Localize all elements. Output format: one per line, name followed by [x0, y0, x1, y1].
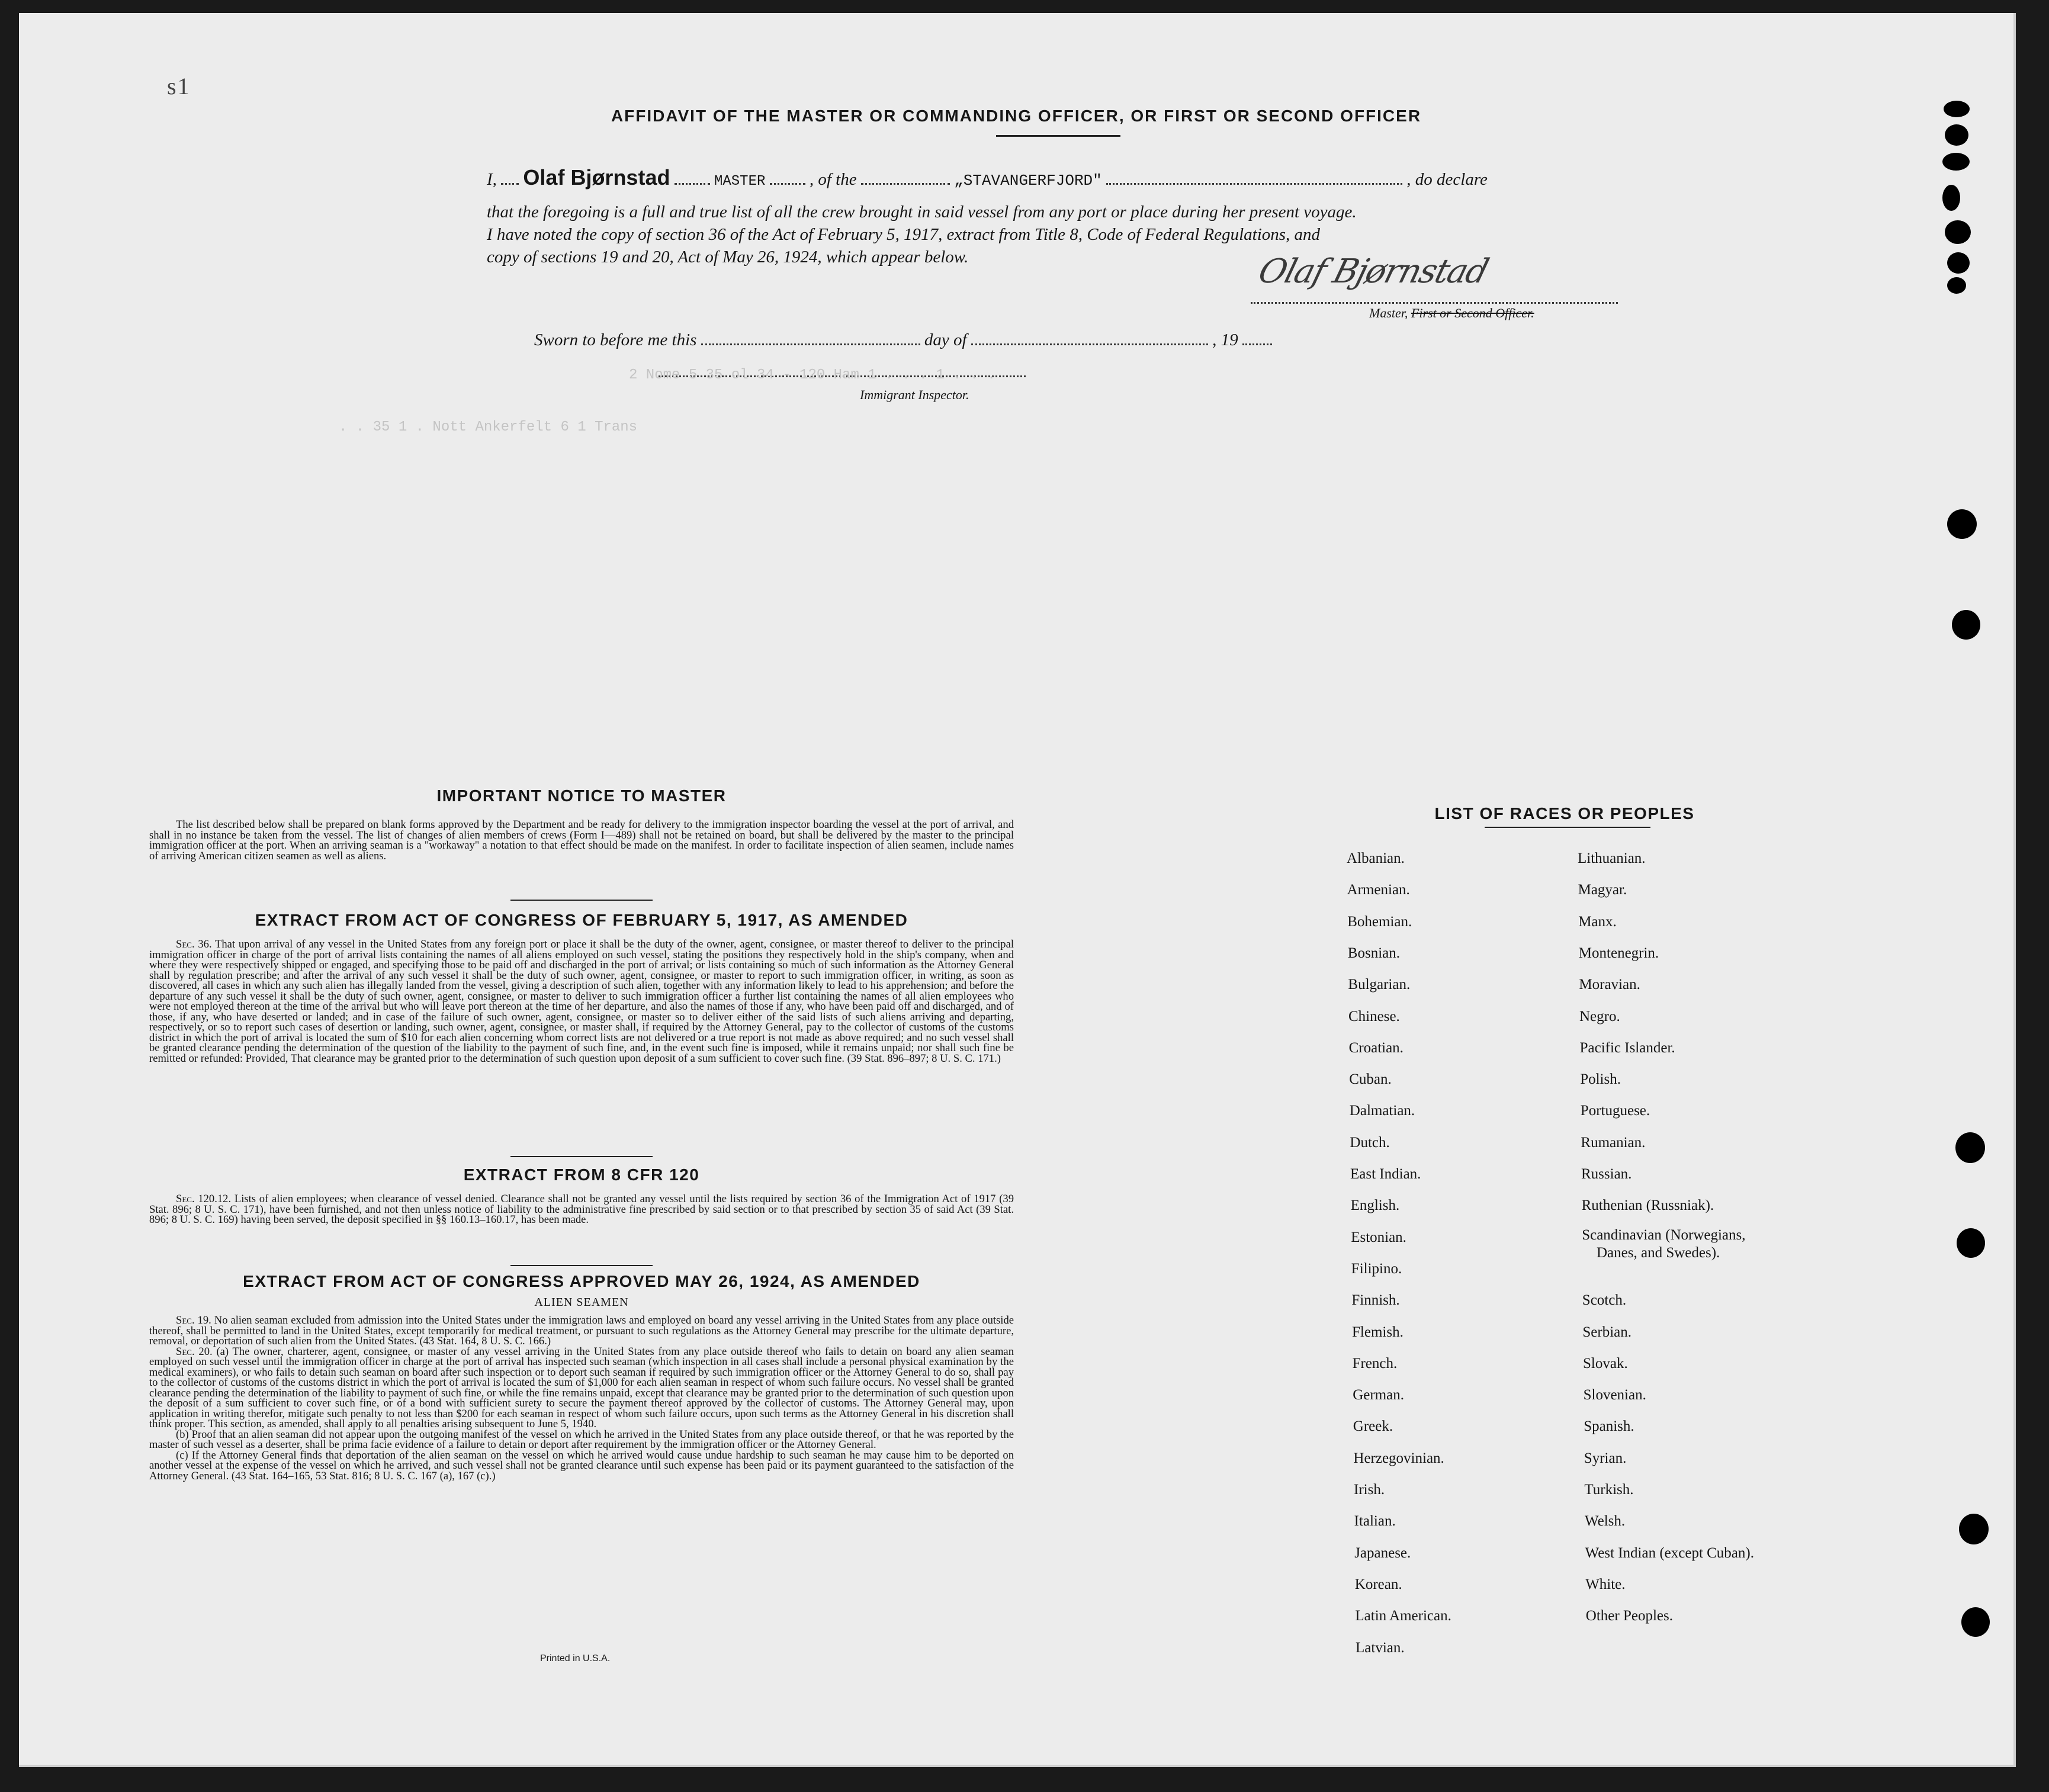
race-item: Syrian.: [1584, 1450, 1627, 1466]
document-page: [19, 13, 2016, 1767]
punch-hole: [1942, 153, 1970, 171]
race-item: Lithuanian.: [1578, 850, 1646, 866]
sec20c-text: (c) If the Attorney General finds that deportation of the alien seaman on the vessel on which he arrived would cause undue hardship to such seaman he may cause him to be deported on another vessel at the expense of the vessel on which he arrived, and such vessel shall not be granted clearance until such expense has been paid or its payment guaranteed to the satisfaction of the Attorney General. (43 Stat. 164–165, 53 Stat. 816; 8 U. S. C. 167 (a), 167 (c).): [149, 1449, 1014, 1482]
race-item: Albanian.: [1347, 850, 1405, 866]
race-item: Estonian.: [1351, 1229, 1406, 1245]
punch-hole: [1947, 252, 1970, 274]
punch-hole: [1944, 101, 1970, 117]
punch-hole: [1942, 185, 1960, 211]
races-title-underline: [1485, 827, 1650, 828]
race-item: Latvian.: [1356, 1639, 1405, 1656]
bleed-through-text-2: . . 35 1 . Nott Ankerfelt 6 1 Trans: [339, 419, 638, 435]
race-item: Portuguese.: [1580, 1103, 1650, 1119]
race-item: Moravian.: [1579, 977, 1640, 993]
race-item: Slovak.: [1583, 1355, 1628, 1372]
race-item: Negro.: [1579, 1008, 1620, 1025]
race-item: Montenegrin.: [1578, 945, 1659, 961]
struck-officer-caption: First or Second Officer.: [1411, 306, 1534, 320]
race-item: Ruthenian (Russniak).: [1581, 1197, 1714, 1214]
race-item: Croatian.: [1348, 1039, 1404, 1056]
race-item: Cuban.: [1349, 1071, 1392, 1088]
race-item: Greek.: [1353, 1418, 1393, 1435]
race-item: Russian.: [1581, 1166, 1632, 1182]
extract-1917-section: [149, 911, 1014, 1064]
race-item: German.: [1353, 1387, 1404, 1404]
declaration-line-1: [487, 166, 1488, 194]
sworn-line: [534, 328, 1272, 352]
race-item: Polish.: [1580, 1071, 1621, 1088]
extract-1917-title: EXTRACT FROM ACT OF CONGRESS OF FEBRUARY 5, 1917, AS AMENDED: [255, 911, 908, 929]
declaration-line-3: I have noted the copy of section 36 of the Act of February 5, 1917, extract from Title 8, Code of Federal Regulations, and: [487, 225, 1321, 244]
race-item: Herzegovinian.: [1353, 1450, 1444, 1466]
signature-line: [1251, 302, 1618, 304]
punch-hole: [1945, 220, 1971, 244]
race-item: Flemish.: [1352, 1324, 1404, 1340]
divider: [510, 1156, 653, 1157]
race-item: Other Peoples.: [1585, 1608, 1673, 1624]
race-item: White.: [1585, 1576, 1626, 1592]
race-item: French.: [1352, 1355, 1398, 1372]
i-label: I,: [487, 170, 497, 189]
inspector-caption: Immigrant Inspector.: [860, 387, 969, 402]
do-declare-label: , do declare: [1406, 170, 1488, 189]
day-of-label: day of: [924, 330, 967, 349]
race-item: East Indian.: [1350, 1166, 1421, 1182]
sworn-label: Sworn to before me this: [534, 330, 697, 349]
race-item: Slovenian.: [1583, 1387, 1646, 1404]
extract-1924-section: [149, 1272, 1014, 1481]
race-item: Latin American.: [1355, 1608, 1451, 1624]
race-item: Magyar.: [1578, 882, 1627, 898]
punch-hole: [1945, 124, 1968, 146]
master-name: Olaf Bjørnstad: [523, 165, 670, 190]
year-label: , 19: [1212, 330, 1238, 349]
punch-hole: [1947, 509, 1977, 539]
master-rank: MASTER: [714, 174, 766, 190]
race-item: Spanish.: [1584, 1418, 1634, 1435]
divider: [510, 900, 653, 901]
divider: [510, 1265, 653, 1266]
extract-cfr-text: Sec. 120.12. Lists of alien employees; when clearance of vessel denied. Clearance shall not be granted any vessel until the lists required by section 36 of the Immigration Act of 1917 (39 Stat. 896; 8 U. S. C. 171), have been furnished, and not then unless notice of liability to the administrative fine prescribed by said section or to that prescribed by section 35 of said Act (39 Stat. 896; 8 U. S. C. 169) having been served, the deposit specified in §§ 160.13–160.17, has been made.: [149, 1193, 1014, 1226]
race-item: Japanese.: [1354, 1544, 1411, 1561]
declaration-line-4: copy of sections 19 and 20, Act of May 26, 1924, which appear below.: [487, 248, 969, 266]
race-item: Scandinavian (Norwegians,: [1582, 1226, 1746, 1243]
title-underline: [996, 135, 1120, 137]
race-item: Pacific Islander.: [1579, 1039, 1675, 1056]
notice-text: The list described below shall be prepared on blank forms approved by the Department and be ready for delivery to the immigration inspector boarding the vessel at the port of arrival, and shall in no instance be taken from the vessel. The list of changes of alien members of crews (Form I—489) shall not be retained on board, but shall be delivered by the master to the principal immigration officer at the port. When an arriving seaman is a "workaway" a notation to that effect should be made on the manifest. In order to facilitate inspection of alien seamen, include names of arriving American citizen seamen as well as aliens.: [149, 818, 1014, 862]
race-item: West Indian (except Cuban).: [1585, 1544, 1754, 1561]
race-item: Bulgarian.: [1348, 977, 1411, 993]
punch-hole: [1952, 610, 1980, 640]
sec20a-text: Sec. 20. (a) The owner, charterer, agent, consignee, or master of any vessel arriving in the United States from any place outside thereof who fails to detain on board any alien seaman employed on such vessel until the immigration officer in charge at the port of arrival has inspected such seaman (which inspection in all cases shall include a personal physical examination by the medical examiners), or who fails to detain such seaman on board after such inspection or to deport such seaman if required by such immigration officer or the Attorney General to do so, shall pay to the collector of customs of the customs district in which the port of arrival is located the sum of $1,000 for each alien seaman in respect of whom such failure occurs. No vessel shall be granted clearance pending the determination of the liability to payment of such fine, or while the fine remains unpaid, except that clearance may be granted prior to the determination of such question upon the deposit of a sum sufficient to cover such fine, or of a bond with sufficient surety to secure the payment thereof approved by the collector of customs. The Attorney General may, upon application in writing therefor, mitigate such penalty to not less than $200 for each seaman in respect of whom such failure occurs, upon such terms as the Attorney General in his discretion shall think proper. This section, as amended, shall apply to all penalties arising subsequent to June 5, 1940.: [149, 1345, 1014, 1430]
race-item: Armenian.: [1347, 882, 1410, 898]
race-item: Korean.: [1354, 1576, 1402, 1592]
extract-1917-text: Sec. 36. That upon arrival of any vessel in the United States from any foreign port or place it shall be the duty of the owner, agent, consignee, or master thereof to deliver to the principal immigration officer in charge of the port of arrival lists containing the names of all aliens employed on such vessel, stating the positions they respectively hold in the ship's company, when and where they were respectively shipped or engaged, and specifying those to be paid off and discharged in the port of arrival; or lists containing so much of such information as the Attorney General shall by regulation prescribe; and after the arrival of any such vessel it shall be the duty of such owner, agent, consignee, or master to report to such immigration officer, in writing, as soon as discovered, all cases in which any such alien has illegally landed from the vessel, giving a description of such alien, together with any information likely to lead to his apprehension; and before the departure of any such vessel it shall be the duty of such owner, agent, consignee, or master to deliver to such immigration officer a further list containing the names of all alien employees who were not employed thereon at the time of the arrival but who will leave port thereon at the time of her departure, and also the names of those if any, who have been paid off and discharged, and of those, if any, who have deserted or landed; and in case of the failure of such owner, agent, consignee, or master so to deliver either of the said lists of such aliens arriving and departing, respectively, or so to report such cases of desertion or landing, such owner, agent, consignee, or master shall, if required by the Attorney General, pay to the collector of customs of the customs district in which the port of arrival is located the sum of $10 for each alien concerning whom correct lists are not delivered or a true report is not made as above required; and no such vessel shall be granted clearance pending the determination of the question of the liability to the payment of such fine, and, in the event such fine is imposed, while it remains unpaid; nor shall such fine be remitted or refunded: Provided, That clearance may be granted prior to the determination of such question upon deposit of a sum sufficient to cover such fine. (39 Stat. 896–897; 8 U. S. C. 171.): [149, 938, 1014, 1065]
sec20b-text: (b) Proof that an alien seaman did not appear upon the outgoing manifest of the vessel on which he arrived in the United States from any place outside thereof, or that he was reported by the master of such vessel as a deserter, shall be prima facie evidence of a failure to detain or deport after requirement by the immigration officer or the Attorney General.: [149, 1428, 1014, 1451]
race-item: English.: [1350, 1197, 1400, 1214]
race-item: Chinese.: [1348, 1008, 1400, 1025]
punch-hole: [1947, 277, 1966, 294]
race-item: Filipino.: [1351, 1260, 1402, 1277]
punch-hole: [1961, 1607, 1990, 1637]
race-item: Turkish.: [1584, 1482, 1634, 1498]
races-title: LIST OF RACES OR PEOPLES: [1434, 804, 1695, 823]
affidavit-title: AFFIDAVIT OF THE MASTER OR COMMANDING OFFICER, OR FIRST OR SECOND OFFICER: [611, 107, 1422, 125]
race-item: Welsh.: [1585, 1513, 1626, 1530]
race-item: Serbian.: [1582, 1324, 1632, 1340]
printed-in-usa: Printed in U.S.A.: [540, 1653, 611, 1663]
corner-mark: s1: [167, 73, 191, 99]
of-the-label: , of the: [809, 170, 857, 189]
race-item: Scotch.: [1582, 1292, 1627, 1309]
race-item: Dalmatian.: [1349, 1103, 1415, 1119]
race-item: Rumanian.: [1581, 1134, 1646, 1151]
declaration-line-2: that the foregoing is a full and true list of all the crew brought in said vessel from any port or place during her present voyage.: [487, 203, 1357, 221]
race-item: Manx.: [1578, 913, 1617, 930]
alien-seamen-subtitle: ALIEN SEAMEN: [534, 1296, 629, 1309]
race-item: Italian.: [1354, 1513, 1396, 1530]
punch-hole: [1955, 1132, 1985, 1163]
race-item: Danes, and Swedes).: [1597, 1244, 1720, 1261]
extract-cfr-section: [149, 1165, 1014, 1225]
extract-1924-title: EXTRACT FROM ACT OF CONGRESS APPROVED MAY 26, 1924, AS AMENDED: [243, 1272, 920, 1290]
race-item: Dutch.: [1350, 1134, 1390, 1151]
notice-section: [149, 786, 1014, 861]
signature-caption: Master, First or Second Officer.: [1369, 306, 1534, 320]
punch-hole: [1959, 1514, 1989, 1544]
vessel-name: „STAVANGERFJORD": [954, 172, 1102, 190]
race-item: Bohemian.: [1347, 913, 1412, 930]
extract-cfr-title: EXTRACT FROM 8 CFR 120: [463, 1165, 700, 1184]
race-item: Finnish.: [1351, 1292, 1400, 1309]
punch-hole: [1957, 1228, 1985, 1258]
race-item: Irish.: [1354, 1482, 1385, 1498]
sec19-text: Sec. 19. No alien seaman excluded from admission into the United States under the immigration laws and employed on board any vessel arriving in the United States from any place outside thereof, shall be permitted to land in the United States, except temporarily for medical treatment, or pursuant to such regulations as the Attorney General may prescribe for the ultimate departure, removal, or deportation of such alien from the United States. (43 Stat. 164, 8 U. S. C. 166.): [149, 1314, 1014, 1347]
master-signature: Olaf Bjørnstad: [1254, 252, 1492, 291]
race-item: Bosnian.: [1347, 945, 1400, 961]
bleed-through-text-1: 2 Nome 5 35 ol 34 - 120 Ham 1 . . . 1 . . .: [629, 367, 996, 383]
notice-title: IMPORTANT NOTICE TO MASTER: [436, 786, 727, 805]
